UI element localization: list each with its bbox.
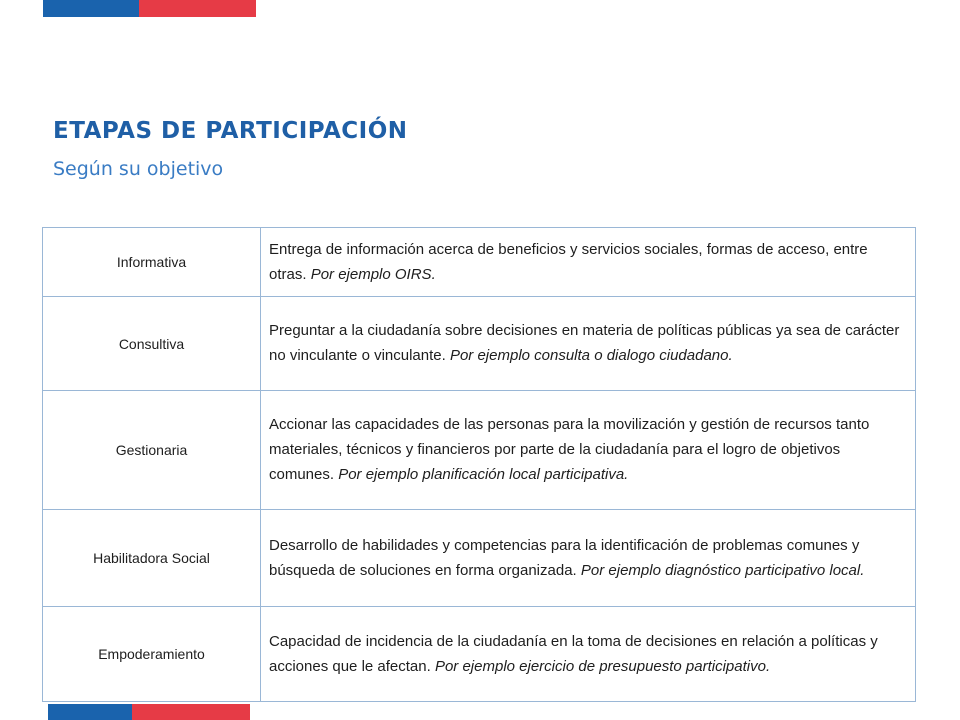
stage-example: Por ejemplo consulta o dialogo ciudadano. [449,347,733,364]
stage-description: Capacidad de incidencia de la ciudadanía en la toma de decisiones en relación a políticas y acciones que le afectan. [269,632,878,675]
stage-description: Entrega de información acerca de beneficios y servicios sociales, formas de acceso, entre otras. [269,240,868,283]
bottom-flag-blue-bar [48,704,132,720]
page-title: ETAPAS DE PARTICIPACIÓN [53,118,408,144]
stage-example: Por ejemplo planificación local participativa. [338,466,629,483]
page-subtitle: Según su objetivo [53,158,224,180]
top-flag-red-bar [139,0,256,17]
stage-description: Desarrollo de habilidades y competencias para la identificación de problemas comunes y búsqueda de soluciones en forma organizada. [269,536,860,579]
stage-description-cell [261,510,916,607]
stage-description-cell [261,228,916,297]
stage-name: Gestionaria [43,391,261,510]
stage-name: Empoderamiento [43,607,261,702]
stage-description: Preguntar a la ciudadanía sobre decisiones en materia de políticas públicas ya sea de carácter no vinculante o vinculante. [269,322,900,364]
table-row [43,228,916,297]
stage-name: Consultiva [43,297,261,391]
stage-description-cell [261,607,916,702]
bottom-flag-red-bar [132,704,250,720]
stage-example: Por ejemplo diagnóstico participativo local. [580,561,865,579]
stage-example: Por ejemplo OIRS. [310,265,436,283]
table-row [43,607,916,702]
participation-stages-table [42,227,916,702]
stage-name: Habilitadora Social [43,510,261,607]
table-row [43,510,916,607]
stage-name: Informativa [43,228,261,297]
stage-description: Accionar las capacidades de las personas para la movilización y gestión de recursos tanto materiales, técnicos y financieros por parte de la ciudadanía para el logro de objetivos comunes. [269,416,870,483]
stage-example: Por ejemplo ejercicio de presupuesto participativo. [434,657,771,675]
stage-description-cell [261,297,916,391]
table-row [43,297,916,391]
table-row [43,391,916,510]
top-flag-blue-bar [43,0,139,17]
stage-description-cell [261,391,916,510]
